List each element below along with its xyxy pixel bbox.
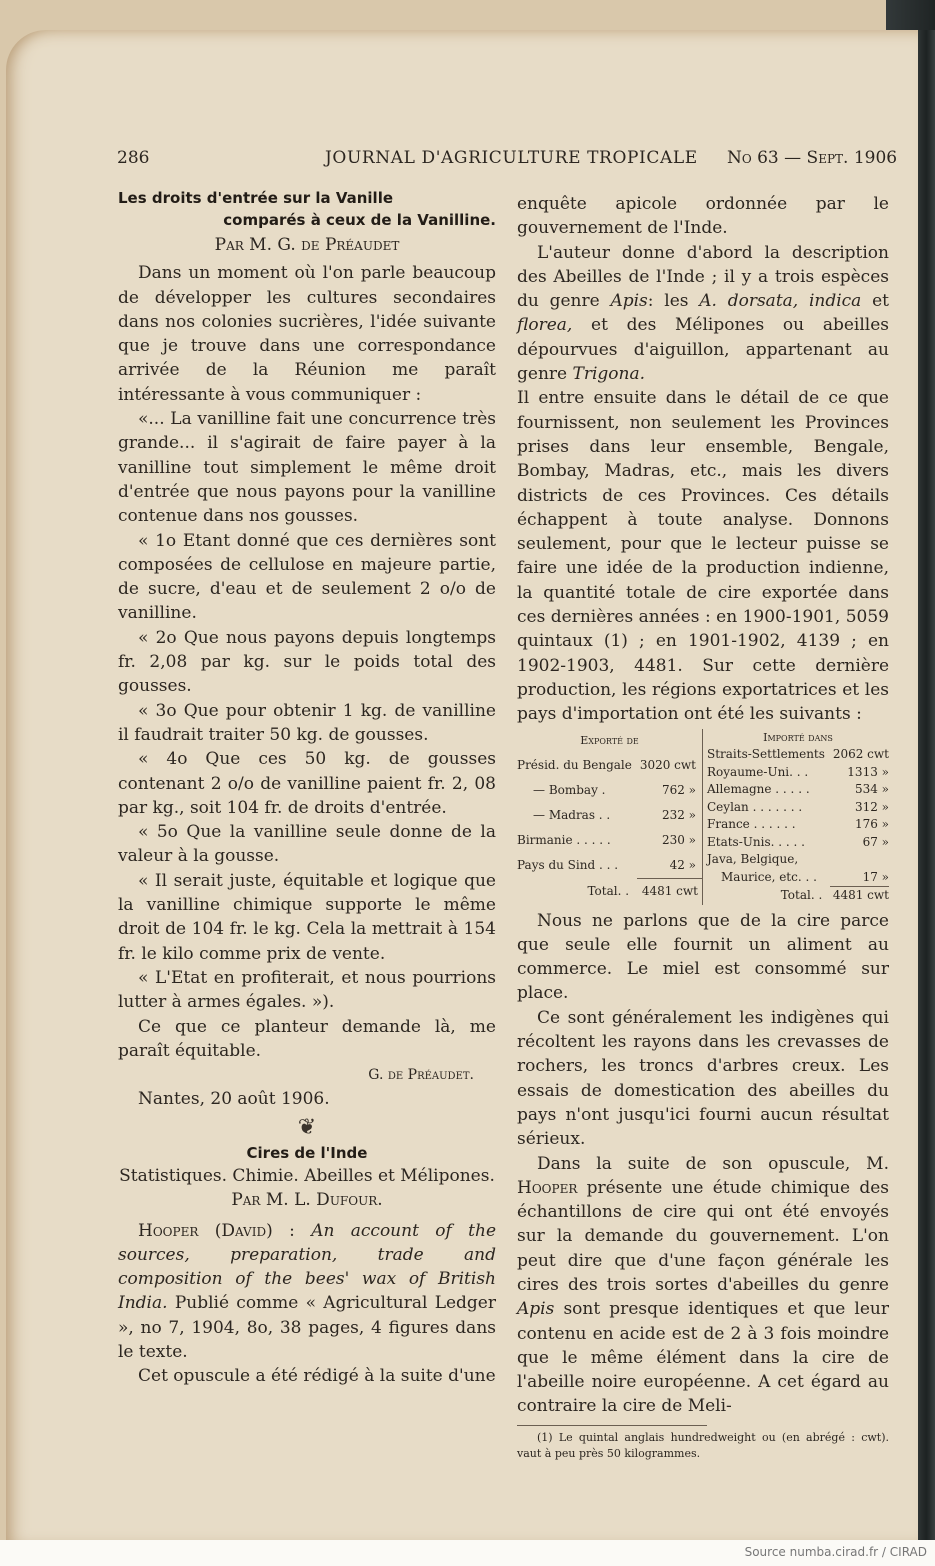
page-number: 286 — [117, 148, 150, 168]
table-row — [517, 803, 703, 828]
ref-author: Hooper (David) : — [138, 1220, 295, 1241]
import-name: Allemagne . . . . . — [707, 782, 810, 797]
article1-paragraph: « Il serait juste, équitable et logique que la vanilline chimique supporte le même droit de 104 fr. le kg. Cela la mettrait à 154 fr. le kilo comme prix de vente. — [118, 870, 496, 964]
species-florea: florea, — [517, 315, 573, 336]
export-name: Pays du Sind . . . — [517, 858, 619, 873]
table-row — [517, 828, 703, 853]
article1-paragraph: « 1o Etant donné que ces dernières sont composées de cellulose en majeure partie, de sucre, d'eau et de seulement 2 o/o de vanilline. — [118, 530, 496, 624]
article1-byline: Par M. G. de Préaudet — [214, 235, 400, 255]
table-row — [517, 879, 703, 905]
book-spine — [918, 30, 935, 1540]
export-header: Exporté de — [580, 734, 639, 748]
export-value: 230 » — [661, 833, 696, 847]
article2-reference — [118, 1219, 496, 1365]
export-total: 4481 cwt — [641, 884, 698, 899]
ref-title: An account of the sources, preparation, trade and composition of the bees' wax of British India. — [118, 1220, 497, 1314]
article1-signature: G. de Préaudet. — [368, 1067, 474, 1084]
table-row — [707, 781, 889, 799]
export-value: 42 » — [637, 853, 702, 879]
article2-subtitle: Statistiques. Chimie. Abeilles et Mélipones. — [119, 1165, 495, 1186]
export-name: Présid. du Bengale — [517, 758, 632, 773]
article1-paragraph: «... La vanilline fait une concurrence très grande... il s'agirait de faire payer à la vanilline tout simplement le même droit d'entrée que nous payons pour la vanilline contenue dans nos gousses. — [118, 409, 496, 527]
issue-info: No 63 — Sept. 1906 — [727, 148, 898, 168]
article1-paragraph: « 2o Que nous payons depuis longtemps fr. 2,08 par kg. sur le poids total des gousses. — [118, 627, 496, 697]
desc-text: : les — [647, 291, 689, 312]
article1-title-line2: comparés à ceux de la Vanilline. — [223, 211, 496, 229]
article1-paragraph: « 4o Que ces 50 kg. de gousses contenant 2 o/o de vanilline paient fr. 2, 08 par kg., soit 104 fr. de droits d'entrée. — [118, 749, 496, 818]
article1-title-line1: Les droits d'entrée sur la Vanille — [118, 189, 394, 207]
article2-chemistry — [517, 1152, 889, 1419]
import-value: 17 » — [830, 869, 889, 887]
author-hooper: Hooper — [517, 1177, 578, 1198]
article1-paragraph: « 3o Que pour obtenir 1 kg. de vanilline il faudrait traiter 50 kg. de gousses. — [118, 700, 496, 745]
right-column — [517, 192, 889, 1462]
import-name: Maurice, etc. . . — [721, 869, 817, 884]
journal-title: JOURNAL D'AGRICULTURE TROPICALE — [325, 148, 698, 168]
article1-paragraph: Dans un moment où l'on parle beaucoup de développer les cultures secondaires dans nos colonies sucrières, l'idée suivante que je trouve dans une correspondance arrivée de la Réunion me paraît intéressante à vous communiquer : — [118, 263, 496, 405]
desc-text: et des Mélipones ou abeilles dépourvues d'aiguillon, appartenant au genre — [517, 315, 889, 385]
import-value: 67 » — [862, 834, 889, 849]
article2-honey: Nous ne parlons que de la cire parce que seule elle fournit un aliment au commerce. Le miel est consommé sur place. — [517, 910, 889, 1004]
import-table — [707, 729, 889, 905]
import-value: 2062 cwt — [832, 747, 889, 762]
table-row — [707, 834, 889, 852]
export-name: — Bombay . — [533, 783, 606, 798]
genus-apis: Apis — [517, 1299, 555, 1320]
import-value: 176 » — [854, 817, 889, 832]
table-row — [517, 853, 703, 879]
book-spine-top — [886, 0, 935, 30]
article2-byline: Par M. L. Dufour. — [231, 1190, 383, 1211]
source-credit: Source numba.cirad.fr / CIRAD — [744, 1545, 927, 1559]
import-name: Straits-Settlements — [707, 747, 825, 762]
table-row — [707, 764, 889, 782]
ref-rest: Publié comme « Agricultural Ledger », no 7, 1904, 8o, 38 pages, 4 figures dans le texte. — [118, 1293, 496, 1363]
table-row — [707, 799, 889, 817]
chem-text: Dans la suite de son opuscule, M. — [537, 1153, 889, 1174]
export-value: 3020 cwt — [639, 758, 696, 773]
article1-place-date: Nantes, 20 août 1906. — [138, 1089, 330, 1110]
import-value: 1313 » — [847, 764, 889, 779]
export-name: — Madras . . — [533, 808, 611, 823]
article1-paragraph: « L'Etat en profiterait, et nous pourrions lutter à armes égales. »). — [118, 967, 496, 1013]
wax-trade-table — [517, 729, 889, 905]
footnote: (1) Le quintal anglais hundredweight ou (en abrégé : cwt). vaut à peu près 50 kilogrammes. — [517, 1430, 889, 1460]
import-name: Ceylan . . . . . . . — [707, 799, 803, 814]
import-value — [830, 851, 889, 869]
footnote-rule — [517, 1425, 707, 1426]
article2-continuation: enquête apicole ordonnée par le gouvernement de l'Inde. — [517, 194, 889, 239]
fleuron-ornament: ❦ — [297, 1114, 317, 1140]
export-value: 232 » — [661, 808, 696, 823]
table-row — [707, 887, 889, 905]
species-names: A. dorsata, indica — [699, 291, 862, 312]
article2-natives: Ce sont généralement les indigènes qui récoltent les rayons dans les crevasses de rochers, les troncs d'arbres creux. Les essais de domestication des abeilles du pays n'ont jusqu'ici fourni aucun résultat sérieux. — [517, 1007, 889, 1150]
import-value: 534 » — [854, 782, 889, 797]
article1-paragraph: « 5o Que la vanilline seule donne de la valeur à la gousse. — [118, 822, 496, 867]
article2-description — [517, 241, 889, 387]
left-column — [118, 187, 496, 1389]
article2-title: Cires de l'Inde — [246, 1143, 368, 1162]
article2-detail: Il entre ensuite dans le détail de ce que fournissent, non seulement les Provinces prises dans leur ensemble, Bengale, Bombay, Madras, etc., mais les divers districts de ces Provinces. Ces détails échappent à toute analyse. Donnons seulement, pour que le lecteur puisse se faire une idée de la production indienne, la quantité totale de cire exportée dans ces dernières années : en 1900-1901, 5059 quintaux (1) ; en 1901-1902, 4139 ; en 1902-1903, 4481. Sur cette dernière production, les régions exportatrices et les pays d'importation ont été les suivants : — [517, 388, 889, 725]
export-table — [517, 729, 703, 905]
export-value: 762 » — [661, 783, 696, 798]
import-name: Etats-Unis. . . . . — [707, 834, 805, 849]
import-name: France . . . . . . — [707, 817, 796, 832]
table-row — [707, 816, 889, 834]
import-total: 4481 cwt — [832, 888, 889, 903]
genus-apis: Apis — [610, 291, 648, 312]
import-header: Importé dans — [763, 730, 833, 744]
chem-text: présente une étude chimique des échantillons de cire qui ont été envoyés sur la demande du gouvernement. L'on peut dire que d'une façon générale les cires des trois sortes d'abeilles du genre — [517, 1177, 889, 1295]
table-row — [707, 869, 889, 887]
export-total-label: Total. . — [587, 883, 630, 898]
article1-paragraph: Ce que ce planteur demande là, me paraît équitable. — [118, 1016, 496, 1061]
genus-trigona: Trigona. — [572, 364, 646, 385]
table-row — [517, 778, 703, 803]
desc-text: L'auteur donne d'abord la description des Abeilles de l'Inde ; il y a trois espèces du genre — [517, 242, 889, 312]
desc-text: et — [872, 291, 889, 312]
table-row — [707, 746, 889, 764]
article2-intro: Cet opuscule a été rédigé à la suite d'une — [138, 1366, 496, 1387]
export-name: Birmanie . . . . . — [517, 833, 611, 847]
chem-text: sont presque identiques et que leur contenu en acide est de 2 à 3 fois moindre que le même élément dans la cire de l'abeille noire européenne. A cet égard au contraire la cire de Meli- — [517, 1299, 890, 1417]
import-value: 312 » — [854, 799, 889, 814]
import-total-label: Total. . — [780, 887, 823, 902]
import-name: Java, Belgique, — [707, 852, 799, 867]
import-name: Royaume-Uni. . . — [707, 764, 809, 779]
table-row — [707, 851, 889, 869]
table-row — [517, 753, 703, 778]
